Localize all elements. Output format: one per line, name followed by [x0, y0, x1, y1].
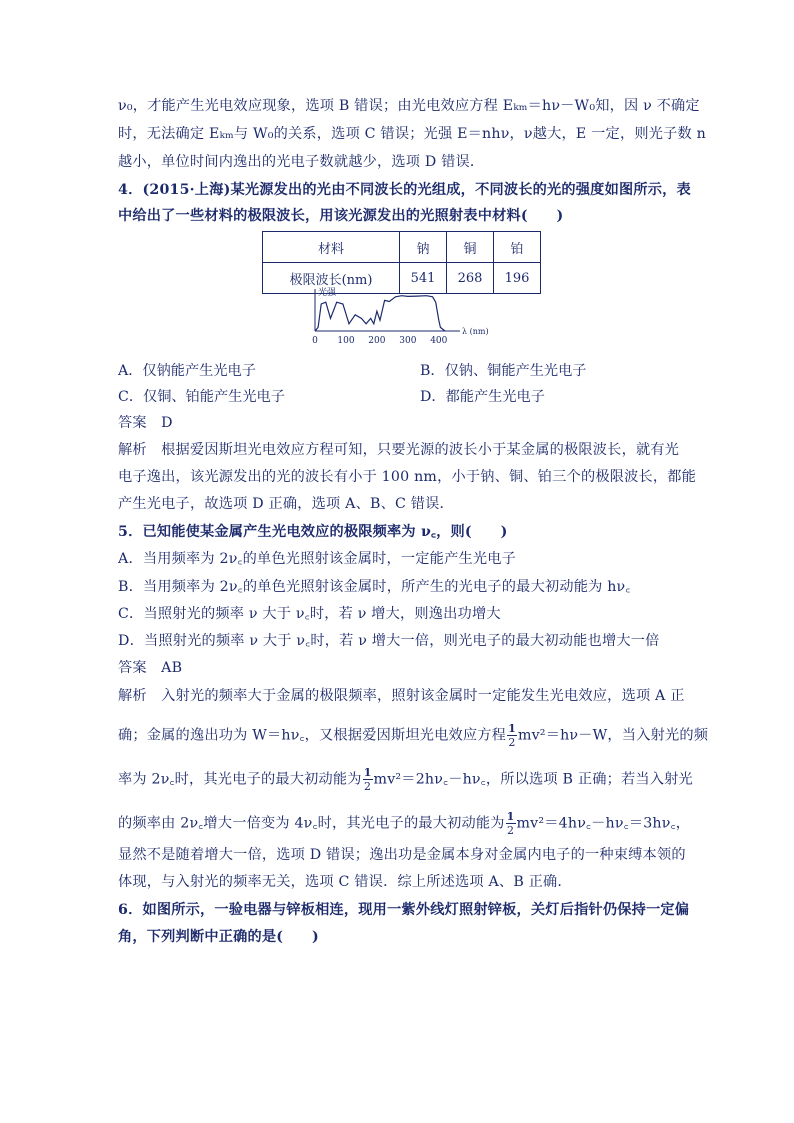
option-4d: D．都能产生光电子 — [420, 389, 545, 405]
explanation-text: 率为 2ν꜀时，其光电子的最大初动能为 — [118, 771, 362, 788]
explanation-text: 的频率由 2ν꜀增大一倍变为 4ν꜀时，其光电子的最大初动能为 — [118, 815, 505, 832]
explanation-text: mv²＝2hν꜀－hν꜀，所以选项 B 正确；若当入射光 — [373, 771, 693, 788]
x-tick-label: 100 — [337, 336, 355, 346]
table-header-cell: 材料 — [263, 232, 400, 263]
table-cell: 268 — [447, 263, 494, 294]
explanation-5-line5: 显然不是随着增大一倍，选项 D 错误；逸出功是金属本身对金属内电子的一种束缚本领的 — [118, 847, 686, 863]
x-tick-label: 200 — [368, 336, 386, 346]
answer-value: AB — [161, 660, 183, 676]
spectrum-chart — [310, 287, 500, 347]
explanation-label: 解析 — [118, 442, 147, 458]
answer-5 — [118, 658, 182, 678]
spectrum-series-line — [315, 296, 445, 331]
text-line: 越小，单位时间内逸出的光电子数就越少，选项 D 错误． — [118, 154, 485, 170]
x-axis-label: λ (nm) — [462, 327, 489, 336]
explanation-5-line1 — [118, 686, 685, 706]
table-header-cell: 铜 — [447, 232, 494, 263]
x-tick-labels — [312, 336, 448, 346]
option-5d: D．当照射光的频率 ν 大于 ν꜀时，若 ν 增大一倍，则光电子的最大初动能也增大一倍 — [118, 633, 660, 649]
explanation-label: 解析 — [118, 688, 147, 704]
answer-label: 答案 — [118, 415, 147, 431]
option-4b: B．仅钠、铜能产生光电子 — [420, 363, 587, 379]
table-cell: 极限波长(nm) — [263, 263, 400, 294]
x-tick-label: 300 — [399, 336, 417, 346]
explanation-5-line3 — [118, 766, 693, 793]
question-4-line1: 4．(2015·上海)某光源发出的光由不同波长的光组成，不同波长的光的强度如图所示，表 — [118, 182, 691, 198]
question-6-line2: 角，下列判断中正确的是( ) — [118, 929, 319, 945]
table-row — [263, 232, 541, 263]
materials-table — [262, 231, 541, 294]
question-5: 5．已知能使某金属产生光电效应的极限频率为 ν꜀，则( ) — [118, 524, 508, 540]
explanation-4-line1 — [118, 440, 679, 460]
fraction-one-half: $\frac{1}{2}$ — [508, 722, 516, 749]
explanation-text: mv²＝hν－W，当入射光的频 — [517, 727, 709, 744]
table-header-cell: 铂 — [494, 232, 541, 263]
x-tick-label: 0 — [312, 336, 318, 346]
explanation-5-line6: 体现，与入射光的频率无关，选项 C 错误．综上所述选项 A、B 正确． — [118, 874, 572, 890]
table-cell: 196 — [494, 263, 541, 294]
text-line: 时，无法确定 Eₖₘ与 W₀的关系，选项 C 错误；光强 E＝nhν，ν越大，E 一定，则光子数 n — [118, 126, 706, 142]
question-6-line1: 6．如图所示，一验电器与锌板相连，现用一紫外线灯照射锌板，关灯后指针仍保持一定偏 — [118, 902, 690, 918]
explanation-text: 入射光的频率大于金属的极限频率，照射该金属时一定能发生光电效应，选项 A 正 — [161, 688, 685, 704]
explanation-text: mv²＝4hν꜀－hν꜀＝3hν꜀， — [516, 815, 691, 832]
option-5b: B．当用频率为 2ν꜀的单色光照射该金属时，所产生的光电子的最大初动能为 hν꜀ — [118, 579, 631, 595]
option-5a: A．当用频率为 2ν꜀的单色光照射该金属时，一定能产生光电子 — [118, 551, 517, 567]
explanation-text: 确；金属的逸出功为 W＝hν꜀，又根据爱因斯坦光电效应方程 — [118, 727, 507, 744]
option-4a: A．仅钠能产生光电子 — [118, 363, 256, 379]
option-4c: C．仅铜、铂能产生光电子 — [118, 389, 285, 405]
option-5c: C．当照射光的频率 ν 大于 ν꜀时，若 ν 增大，则逸出功增大 — [118, 606, 501, 622]
fraction-one-half: $\frac{1}{2}$ — [363, 766, 372, 793]
explanation-5-line2 — [118, 722, 708, 749]
text-line: ν₀，才能产生光电效应现象，选项 B 错误；由光电效应方程 Eₖₘ＝hν－W₀知，因 ν 不确定 — [118, 98, 700, 114]
question-4-line2: 中给出了一些材料的极限波长，用该光源发出的光照射表中材料( ) — [118, 208, 564, 224]
explanation-text: 根据爱因斯坦光电效应方程可知，只要光源的波长小于某金属的极限波长，就有光 — [161, 442, 680, 458]
answer-label: 答案 — [118, 660, 147, 676]
explanation-4-line2: 电子逸出，该光源发出的光的波长有小于 100 nm，小于钠、铜、铂三个的极限波长，都能 — [118, 469, 697, 485]
answer-value: D — [161, 415, 173, 431]
fraction-one-half: $\frac{1}{2}$ — [506, 810, 515, 837]
explanation-5-line4 — [118, 810, 690, 837]
x-tick-label: 400 — [430, 336, 448, 346]
table-cell: 541 — [400, 263, 447, 294]
table-header-cell: 钠 — [400, 232, 447, 263]
y-axis-label: 光强 — [318, 288, 337, 298]
explanation-4-line3: 产生光电子，故选项 D 正确，选项 A、B、C 错误． — [118, 496, 454, 512]
answer-4 — [118, 413, 173, 433]
